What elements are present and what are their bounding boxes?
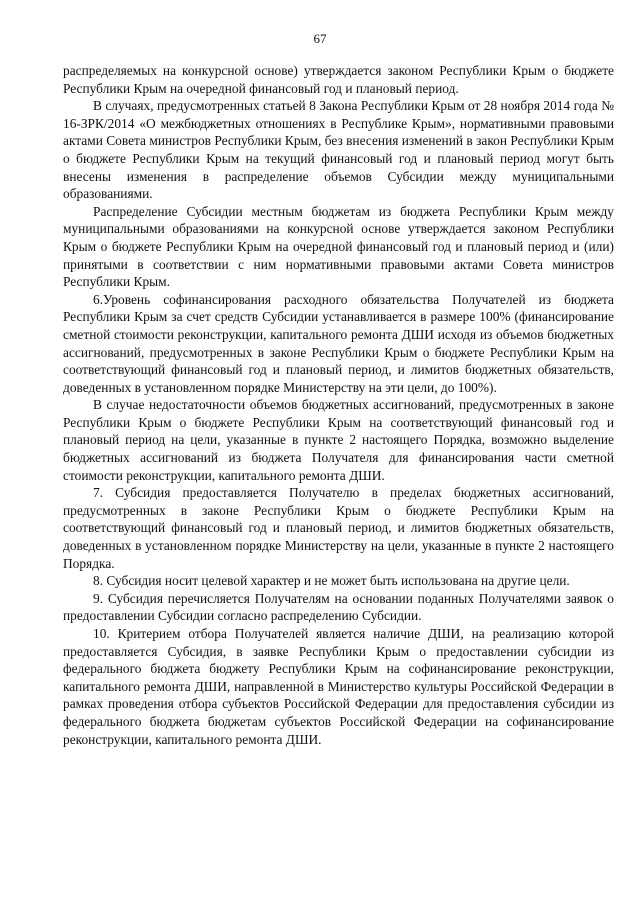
paragraph-item-9: 9. Субсидия перечисляется Получателям на основании поданных Получателями заявок о предоставлении Субсидии согласно распределению Субсидии. xyxy=(63,590,614,624)
paragraph-item-10: 10. Критерием отбора Получателей является наличие ДШИ, на реализацию которой предоставляется Субсидия, в заявке Республики Крым о предоставлении субсидии из федерального бюджета бюджету Республики Крым на софинансирование реконструкции, капитального ремонта ДШИ, направленной в Министерство культуры Российской Федерации в рамках проведения отбора субъектов Российской Федерации для предоставления субсидии из федерального бюджета бюджетам субъектов Российской Федерации на софинансирование реконструкции, капитального ремонта ДШИ. xyxy=(63,626,614,747)
paragraph-item-8: 8. Субсидия носит целевой характер и не может быть использована на другие цели. xyxy=(93,573,570,589)
paragraph-amendment-cases: В случаях, предусмотренных статьей 8 Закона Республики Крым от 28 ноября 2014 года № 16-ЗРК/2014 «О межбюджетных отношениях в Республике Крым», нормативными правовыми актами Совета министров Республики Крым, без внесения изменений в закон Республики Крым о бюджете Республики Крым на текущий финансовый год и плановый период могут быть внесены изменения в распределение объемов Субсидии между муниципальными образованиями. xyxy=(63,98,614,202)
document-body xyxy=(63,62,614,748)
paragraph-insufficient-funds: В случае недостаточности объемов бюджетных ассигнований, предусмотренных в законе Республики Крым о бюджете Республики Крым на соответствующий финансовый год и плановый период на цели, указанные в пункте 2 настоящего Порядка, возможно выделение бюджетных ассигнований из бюджета Получателя для финансирования части сметной стоимости реконструкции, капитального ремонта ДШИ. xyxy=(63,397,614,483)
paragraph-subsidy-distribution: Распределение Субсидии местным бюджетам из бюджета Республики Крым между муниципальными образованиями на конкурсной основе утверждается законом Республики Крым о бюджете Республики Крым на очередной финансовый год и плановый период и (или) принятыми в соответствии с ним нормативными правовыми актами Совета министров Республики Крым. xyxy=(63,203,614,290)
paragraph-item-7: 7. Субсидия предоставляется Получателю в пределах бюджетных ассигнований, предусмотренных в законе Республики Крым о бюджете Республики Крым на соответствующий финансовый год и плановый период, и лимитов бюджетных обязательств, доведенных в установленном порядке Министерству на цели, указанные в пункте 2 настоящего Порядка. xyxy=(63,485,614,571)
paragraph-item-6: 6.Уровень софинансирования расходного обязательства Получателей из бюджета Республики Крым за счет средств Субсидии устанавливается в размере 100% (финансирование сметной стоимости реконструкции, капитального ремонта ДШИ исходя из объемов бюджетных ассигнований, предусмотренных в законе Республики Крым о бюджете Республики Крым на соответствующий финансовый год и плановый период, и лимитов бюджетных обязательств, доведенных в установленном порядке Министерству на эти цели, до 100%). xyxy=(63,291,614,395)
page-number: 67 xyxy=(313,31,327,46)
paragraph-continuation: распределяемых на конкурсной основе) утверждается законом Республики Крым о бюджете Республики Крым на очередной финансовый год и плановый период. xyxy=(63,63,614,96)
